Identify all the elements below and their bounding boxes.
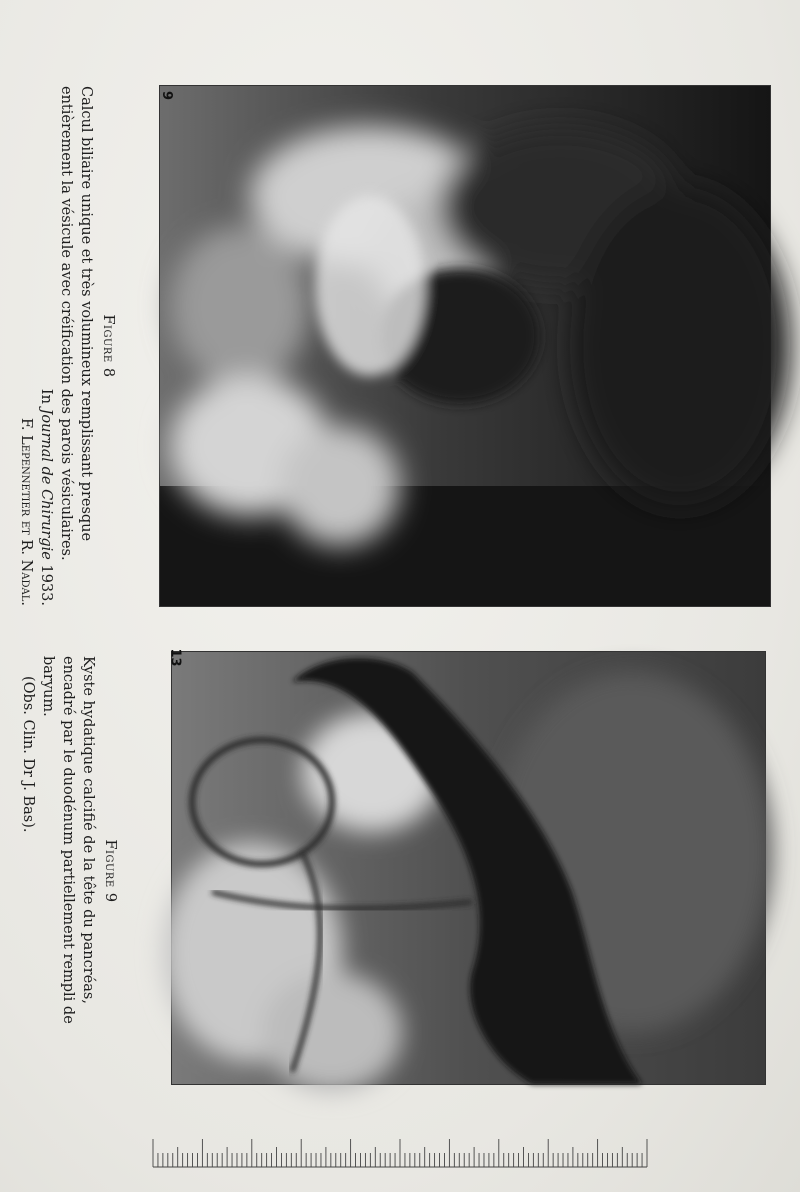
- figure-9-xray-plate: [167, 648, 765, 1084]
- figure-9-caption-line-3: baryum.: [40, 656, 56, 717]
- figure-8-source-year: 1933.: [38, 564, 54, 606]
- figure-9-xray-image: [172, 652, 765, 1084]
- figure-8-title: Figure 8: [100, 314, 116, 378]
- figure-8-authors: F. Lepennetier et R. Nadal.: [18, 418, 34, 606]
- figure-9-plate-number: 13: [167, 648, 183, 667]
- figure-8-xray-image: [160, 86, 770, 606]
- figure-8-caption-line-1: Calcul biliaire unique et très volumineux remplissant presque: [78, 86, 94, 542]
- figure-8-plate-number: 9: [159, 90, 175, 101]
- figure-8-source-prefix: In: [38, 388, 54, 404]
- figure-9-title: Figure 9: [102, 839, 118, 903]
- figure-9-caption: [18, 656, 120, 1086]
- figure-8-xray-plate: [160, 86, 770, 606]
- figure-8-caption: [16, 86, 118, 606]
- figure-9-caption-line-1: Kyste hydatique calcifié de la tête du pancréas,: [80, 656, 96, 1004]
- figure-9-caption-line-2: encadré par le duodénum partiellement rempli de: [60, 656, 76, 1024]
- scale-ruler: [152, 1138, 648, 1168]
- figure-8-source-journal: Journal de Chirurgie: [38, 408, 54, 560]
- figure-9-observation: (Obs. Clin. Dr J. Bas).: [20, 676, 36, 833]
- scale-ruler-ticks: [152, 1138, 648, 1168]
- figure-8-caption-line-2: entièrement la vésicule avec créification des parois vésiculaires.: [58, 86, 74, 561]
- figure-8-source: [36, 86, 56, 606]
